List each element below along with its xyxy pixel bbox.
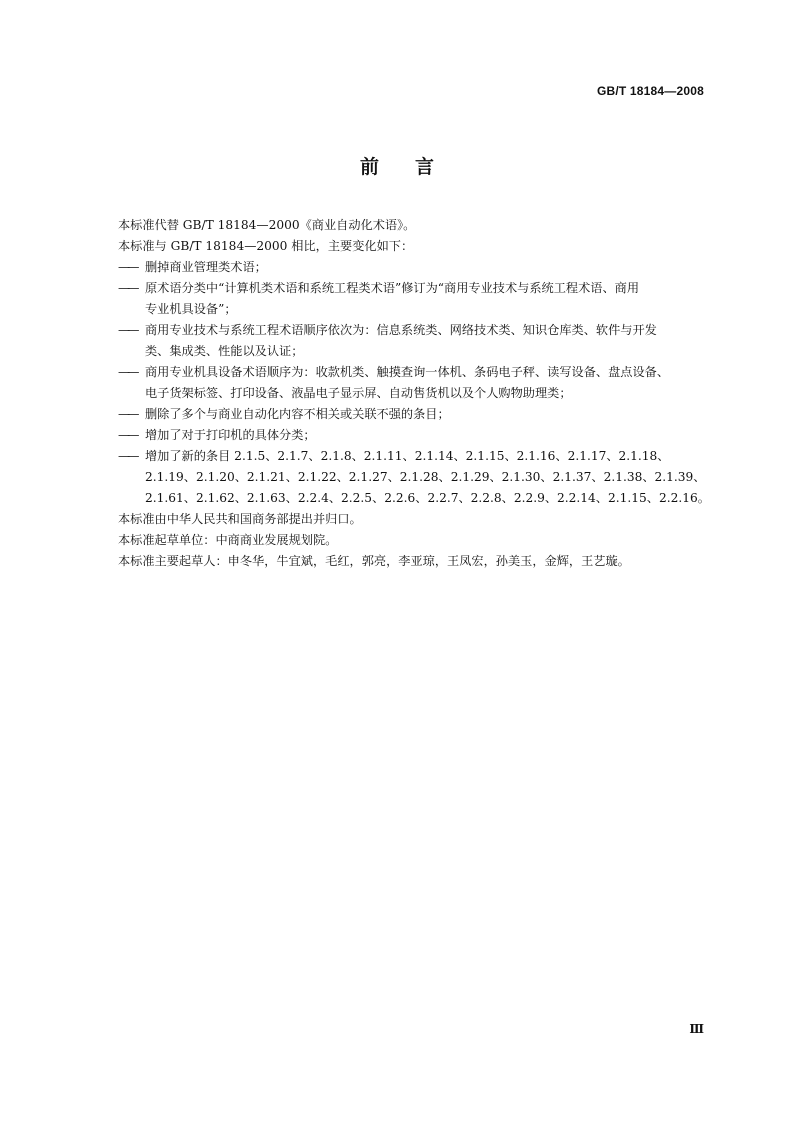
dash-marker: ——: [118, 428, 137, 442]
dash-marker: ——: [118, 407, 137, 421]
change-item-line: 2.1.19、2.1.20、2.1.21、2.1.22、2.1.27、2.1.28、2.1.29、2.1.30、2.1.37、2.1.38、2.1.39、: [145, 470, 706, 484]
intro-paragraph-changes: 本标准与 GB/T 18184—2000 相比，主要变化如下：: [118, 239, 414, 253]
change-item: [118, 320, 708, 362]
intro-paragraph-replaces: 本标准代替 GB/T 18184—2000《商业自动化术语》。: [118, 218, 416, 232]
drafting-unit-paragraph: 本标准起草单位：中商商业发展规划院。: [118, 533, 338, 547]
change-item-line: 删除了多个与商业自动化内容不相关或关联不强的条目；: [145, 407, 450, 421]
page-title: 前言: [359, 156, 470, 178]
dash-marker: ——: [118, 323, 137, 337]
drafters-paragraph: 本标准主要起草人：申冬华，牛宜斌，毛红，郭亮，李亚琼，王凤宏，孙美玉，金辉，王艺璇。: [118, 554, 630, 568]
change-item: [118, 404, 708, 425]
dash-marker: ——: [118, 365, 137, 379]
preface-body: [118, 215, 708, 572]
change-item-line: 增加了新的条目 2.1.5、2.1.7、2.1.8、2.1.11、2.1.14、2.1.15、2.1.16、2.1.17、2.1.18、: [145, 449, 670, 463]
change-item: [118, 446, 708, 509]
change-item-line: 商用专业机具设备术语顺序为：收款机类、触摸查询一体机、条码电子秤、读写设备、盘点设备、: [145, 365, 670, 379]
change-item-line: 2.1.61、2.1.62、2.1.63、2.2.4、2.2.5、2.2.6、2.2.7、2.2.8、2.2.9、2.2.14、2.1.15、2.2.16。: [145, 491, 710, 505]
change-item: [118, 362, 708, 404]
dash-marker: ——: [118, 260, 137, 274]
page-number: Ⅲ: [689, 1022, 704, 1036]
proposer-paragraph: 本标准由中华人民共和国商务部提出并归口。: [118, 512, 362, 526]
dash-marker: ——: [118, 281, 137, 295]
change-item-line: 删掉商业管理类术语；: [145, 260, 267, 274]
dash-marker: ——: [118, 449, 137, 463]
change-item-line: 增加了对于打印机的具体分类；: [145, 428, 316, 442]
change-item-line: 专业机具设备”；: [145, 302, 237, 316]
change-item: [118, 257, 708, 278]
change-item: [118, 425, 708, 446]
change-item-line: 商用专业技术与系统工程术语顺序依次为：信息系统类、网络技术类、知识仓库类、软件与开发: [145, 323, 657, 337]
change-item-line: 原术语分类中“计算机类术语和系统工程类术语”修订为“商用专业技术与系统工程术语、商用: [145, 281, 640, 295]
change-item-line: 电子货架标签、打印设备、液晶电子显示屏、自动售货机以及个人购物助理类；: [145, 386, 572, 400]
standard-code: GB/T 18184—2008: [596, 84, 704, 98]
change-item-line: 类、集成类、性能以及认证；: [145, 344, 304, 358]
change-item: [118, 278, 708, 320]
